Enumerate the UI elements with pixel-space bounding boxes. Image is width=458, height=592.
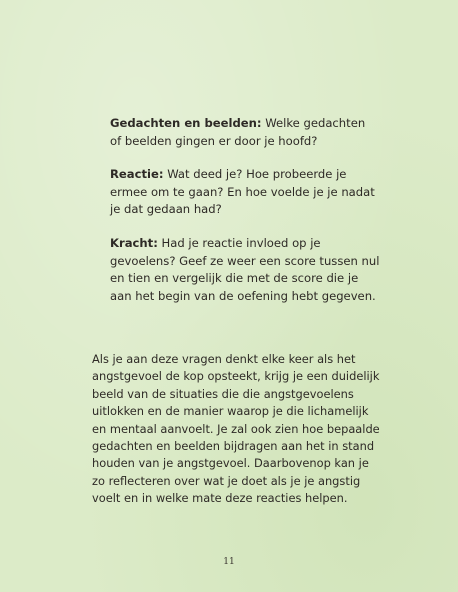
question-thoughts-images [110, 115, 380, 150]
question-text: Welke gedachten of beelden gingen er door je hoofd? [110, 116, 366, 148]
question-strength [110, 235, 380, 305]
page-number: 11 [223, 557, 235, 567]
question-text: Wat deed je? Hoe probeerde je ermee om te gaan? En hoe voelde je je nadat je dat gedaan had? [110, 167, 375, 216]
question-reaction [110, 166, 380, 219]
question-text: Had je reactie invloed op je gevoelens? Geef ze weer een score tussen nul en tien en vergelijk die met de score die je aan het begin van de oefening hebt gegeven. [110, 236, 380, 303]
question-term: Reactie: [110, 167, 164, 181]
question-term: Gedachten en beelden: [110, 116, 262, 130]
question-term: Kracht: [110, 236, 158, 250]
body-paragraph: Als je aan deze vragen denkt elke keer als het angstgevoel de kop opsteekt, krijg je een duidelijk beeld van de situaties die die angstgevoelens uitlokken en de manier waarop je die lichamelijk en mentaal aanvoelt. Je zal ook zien hoe bepaalde gedachten en beelden bijdragen aan het in stand houden van je angstgevoel. Daarbovenop kan je zo reflecteren over wat je doet als je je angstig voelt en in welke mate deze reacties helpen. [92, 352, 380, 506]
